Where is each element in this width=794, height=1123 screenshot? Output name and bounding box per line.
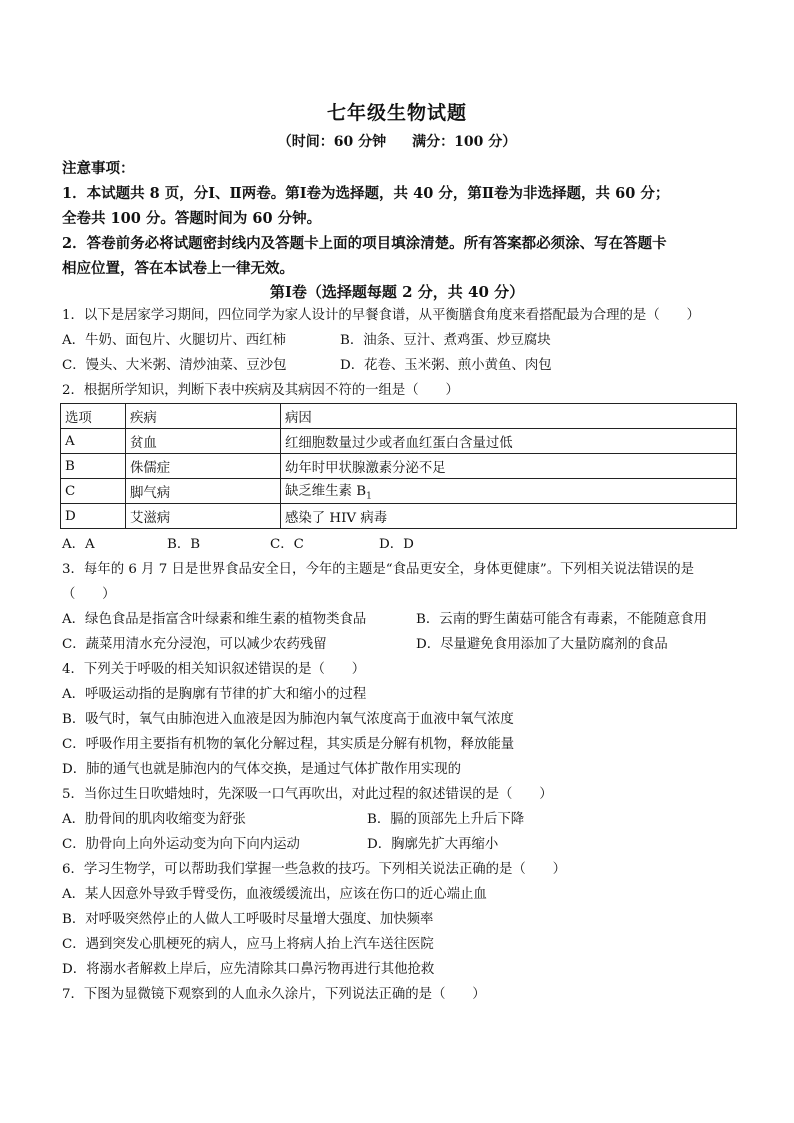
q3-option-d: D．尽量避免食用添加了大量防腐剂的食品	[416, 637, 668, 652]
q2-option-c: C．C	[270, 537, 304, 552]
q5-option-c: C．肋骨向上向外运动变为向下向内运动	[62, 837, 300, 852]
exam-title: 七年级生物试题	[326, 102, 467, 124]
table-row	[61, 454, 737, 479]
q2-option-a: A．A	[62, 537, 95, 552]
q1-option-a: A．牛奶、面包片、火腿切片、西红柿	[62, 333, 286, 348]
table-cell: 脚气病	[126, 479, 281, 504]
table-cell: B	[61, 454, 126, 479]
table-cell: 红细胞数量过少或者血红蛋白含量过低	[281, 429, 737, 454]
q6-stem: 6．学习生物学，可以帮助我们掌握一些急救的技巧。下列相关说法正确的是（ ）	[62, 862, 566, 877]
q4-option-d: D．肺的通气也就是肺泡内的气体交换，是通过气体扩散作用实现的	[62, 762, 462, 777]
q6-option-c: C．遇到突发心肌梗死的病人，应马上将病人抬上汽车送往医院	[62, 937, 434, 952]
q2-option-b: B．B	[167, 537, 201, 552]
q4-option-b: B．吸气时，氧气由肺泡进入血液是因为肺泡内氧气浓度高于血液中氧气浓度	[62, 712, 514, 727]
q5-option-d: D．胸廓先扩大再缩小	[367, 837, 499, 852]
table-row	[61, 429, 737, 454]
notes-line-1: 1．本试题共 8 页，分Ⅰ、Ⅱ两卷。第Ⅰ卷为选择题，共 40 分，第Ⅱ卷为非选择题，共 60 分；	[62, 185, 670, 202]
disease-table	[60, 403, 737, 529]
notes-heading: 注意事项：	[62, 160, 135, 177]
table-header-cell: 选项	[61, 404, 126, 429]
q2-option-d: D．D	[379, 537, 414, 552]
q3-option-c: C．蔬菜用清水充分浸泡，可以减少农药残留	[62, 637, 327, 652]
q4-stem: 4．下列关于呼吸的相关知识叙述错误的是（ ）	[62, 662, 366, 677]
table-header-cell: 疾病	[126, 404, 281, 429]
q6-option-d: D．将溺水者解救上岸后，应先清除其口鼻污物再进行其他抢救	[62, 962, 435, 977]
q5-option-b: B．膈的顶部先上升后下降	[367, 812, 525, 827]
q1-option-b: B．油条、豆汁、煮鸡蛋、炒豆腐块	[340, 333, 551, 348]
exam-time: （时间：60 分钟	[277, 134, 387, 150]
table-cell: D	[61, 504, 126, 529]
q3-stem-paren: （ ）	[62, 587, 116, 602]
q5-stem: 5．当你过生日吹蜡烛时，先深吸一口气再吹出，对此过程的叙述错误的是（ ）	[62, 787, 553, 802]
table-cell	[281, 479, 737, 504]
notes-line-3: 2．答卷前务必将试题密封线内及答题卡上面的项目填涂清楚。所有答案都必须涂、写在答题卡	[62, 235, 667, 252]
q3-stem: 3．每年的 6 月 7 日是世界食品安全日，今年的主题是“食品更安全，身体更健康”。下列相关说法错误的是	[62, 562, 695, 577]
table-cell: 侏儒症	[126, 454, 281, 479]
q5-option-a: A．肋骨间的肌肉收缩变为舒张	[62, 812, 246, 827]
exam-score: 满分：100 分）	[412, 134, 517, 150]
q7-stem: 7．下图为显微镜下观察到的人血永久涂片，下列说法正确的是（ ）	[62, 987, 486, 1002]
q4-option-a: A．呼吸运动指的是胸廓有节律的扩大和缩小的过程	[62, 687, 367, 702]
q3-option-b: B．云南的野生菌菇可能含有毒素，不能随意食用	[416, 612, 708, 627]
table-cell: 艾滋病	[126, 504, 281, 529]
table-header-row	[61, 404, 737, 429]
vitamin-subscript: 1	[366, 491, 372, 502]
notes-line-2: 全卷共 100 分。答题时间为 60 分钟。	[62, 210, 322, 227]
q1-stem: 1．以下是居家学习期间，四位同学为家人设计的早餐食谱，从平衡膳食角度来看搭配最为合理的是（ ）	[62, 308, 700, 323]
table-cell: 感染了 HIV 病毒	[281, 504, 737, 529]
section-title: 第Ⅰ卷（选择题每题 2 分，共 40 分）	[269, 283, 525, 301]
table-row	[61, 504, 737, 529]
table-cell: C	[61, 479, 126, 504]
q4-option-c: C．呼吸作用主要指有机物的氧化分解过程，其实质是分解有机物，释放能量	[62, 737, 515, 752]
table-cell: 幼年时甲状腺激素分泌不足	[281, 454, 737, 479]
table-header-cell: 病因	[281, 404, 737, 429]
q1-option-d: D．花卷、玉米粥、煎小黄鱼、肉包	[340, 358, 552, 373]
q6-option-b: B．对呼吸突然停止的人做人工呼吸时尽量增大强度、加快频率	[62, 912, 434, 927]
table-cell: 贫血	[126, 429, 281, 454]
q3-option-a: A．绿色食品是指富含叶绿素和维生素的植物类食品	[62, 612, 367, 627]
q6-option-a: A．某人因意外导致手臂受伤，血液缓缓流出，应该在伤口的近心端止血	[62, 887, 487, 902]
vitamin-text: 缺乏维生素 B	[285, 484, 367, 500]
q1-option-c: C．馒头、大米粥、清炒油菜、豆沙包	[62, 358, 287, 373]
table-row	[61, 479, 737, 504]
notes-block	[62, 156, 742, 281]
q2-stem: 2．根据所学知识，判断下表中疾病及其病因不符的一组是（ ）	[62, 383, 459, 398]
notes-line-4: 相应位置，答在本试卷上一律无效。	[62, 260, 294, 277]
exam-subtitle	[0, 131, 794, 151]
table-cell: A	[61, 429, 126, 454]
